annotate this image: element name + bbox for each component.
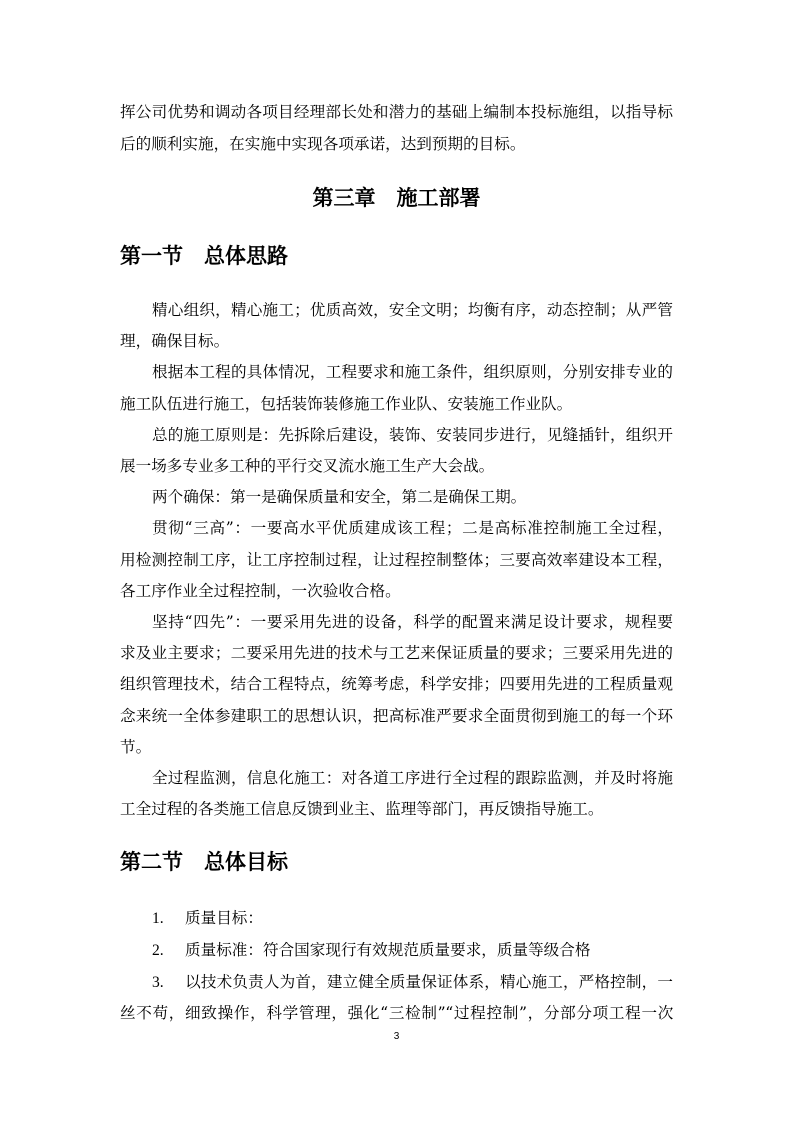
paragraph	[120, 607, 673, 763]
list-text: 质量目标：	[185, 909, 263, 927]
text-line: 精心组织，精心施工；优质高效，安全文明；均衡有序，动态控制；从严管	[152, 301, 673, 319]
list-item	[120, 903, 673, 935]
list-text: 以技术负责人为首，建立健全质量保证体系，精心施工，严格控制，一	[185, 972, 673, 991]
page-number: 3	[393, 1031, 400, 1042]
text-line: 念来统一全体参建职工的思想认识，把高标准严要求全面贯彻到施工的每一个环	[120, 706, 673, 725]
text-line: 各工序作业全过程控制，一次验收合格。	[120, 581, 401, 600]
text-line: 坚持“四先”：一要采用先进的设备，科学的配置来满足设计要求，规程要	[152, 613, 673, 632]
text-line: 理，确保目标。	[120, 332, 230, 351]
text-line: 根据本工程的具体情况，工程要求和施工条件，组织原则，分别安排专业的	[152, 363, 673, 382]
paragraph	[120, 763, 673, 825]
text-line: 挥公司优势和调动各项目经理部长处和潜力的基础上编制本投标施组，以指导标	[120, 103, 673, 121]
text-line: 全过程监测，信息化施工：对各道工序进行全过程的跟踪监测，并及时将施	[152, 769, 673, 788]
text-line: 组织管理技术，结合工程特点，统筹考虑，科学安排；四要用先进的工程质量观	[120, 675, 673, 694]
text-line: 贯彻“三高”：一要高水平优质建成该工程；二是高标准控制施工全过程，	[152, 519, 673, 538]
intro-paragraph	[120, 96, 673, 160]
numbered-list	[120, 903, 673, 1029]
text-line: 丝不苟，细致操作，科学管理，强化“三检制”“过程控制”，分部分项工程一次	[120, 1004, 673, 1023]
section-title: 第二节 总体目标	[120, 850, 288, 874]
chapter-title: 第三章 施工部署	[312, 186, 481, 210]
text-line	[120, 967, 673, 999]
list-number: 1.	[152, 910, 164, 927]
paragraph	[120, 420, 673, 482]
section-title: 第一节 总体思路	[120, 244, 288, 268]
text-line: 总的施工原则是：先拆除后建设，装饰、安装同步进行，见缝插针，组织开	[152, 425, 673, 444]
list-item	[120, 935, 673, 967]
section-body	[120, 295, 673, 825]
text-line	[120, 903, 673, 935]
text-line: 两个确保：第一是确保质量和安全，第二是确保工期。	[152, 488, 527, 507]
text-line	[120, 935, 673, 967]
paragraph	[120, 482, 673, 513]
paragraph	[120, 357, 673, 419]
text-line: 求及业主要求；二要采用先进的技术与工艺来保证质量的要求；三要采用先进的	[120, 644, 673, 663]
list-number: 2.	[152, 941, 164, 959]
text-line: 展一场多专业多工种的平行交叉流水施工生产大会战。	[120, 457, 495, 476]
text-line: 工全过程的各类施工信息反馈到业主、监理等部门，再反馈指导施工。	[120, 800, 604, 819]
text-line: 施工队伍进行施工，包括装饰装修施工作业队、安装施工作业队。	[120, 394, 573, 413]
list-number: 3.	[152, 973, 164, 991]
text-line: 后的顺利实施，在实施中实现各项承诺，达到预期的目标。	[120, 135, 526, 153]
text-line: 节。	[120, 737, 152, 756]
list-text: 质量标准：符合国家现行有效规范质量要求，质量等级合格	[185, 940, 591, 959]
text-line: 用检测控制工序，让工序控制过程，让过程控制整体；三要高效率建设本工程，	[120, 550, 673, 569]
list-item	[120, 967, 673, 1030]
paragraph	[120, 295, 673, 357]
paragraph	[120, 513, 673, 607]
